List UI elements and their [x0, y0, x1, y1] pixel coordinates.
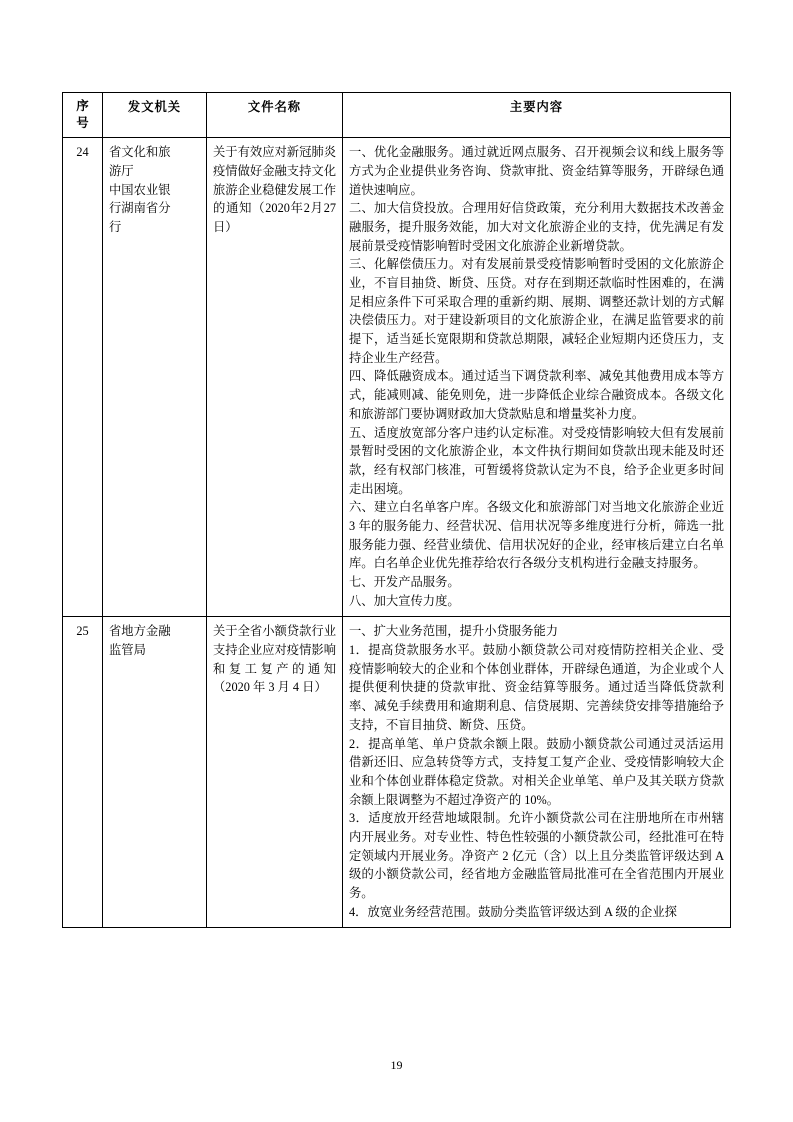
row-content: [343, 138, 731, 617]
document-body: [62, 92, 730, 928]
content-paragraph: 四、降低融资成本。通过适当下调贷款利率、减免其他费用成本等方式，能减则减、能免则免，进一步降低企业综合融资成本。各级文化和旅游部门要协调财政加大贷款贴息和增量奖补力度。: [349, 369, 724, 421]
row-org: [103, 138, 207, 617]
row-content: [343, 617, 731, 928]
column-header-org: 发文机关: [103, 93, 207, 138]
org-line: 行湖南省分: [109, 201, 171, 216]
row-seq: 24: [63, 138, 103, 617]
column-header-seq: 序 号: [63, 93, 103, 138]
table-header-row: [63, 93, 731, 138]
org-line: 中国农业银: [109, 182, 171, 197]
org-line: 省地方金融: [109, 624, 171, 639]
content-paragraph: 4．放宽业务经营范围。鼓励分类监管评级达到 A 级的企业探: [349, 904, 677, 919]
table-row: [63, 617, 731, 928]
content-paragraph: 一、扩大业务范围，提升小贷服务能力: [349, 624, 559, 639]
org-line: 行: [109, 219, 122, 234]
content-paragraph: 五、适度放宽部分客户违约认定标准。对受疫情影响较大但有发展前景暂时受困的文化旅游企业，本文件执行期间如贷款出现未能及时还款，经有权部门核准，可暂缓将贷款认定为不良，给予企业更多时间走出困境。: [349, 425, 724, 496]
table-row: [63, 138, 731, 617]
row-file-name: 关于全省小额贷款行业支持企业应对疫情影响和复工复产的通知（2020 年 3 月 4 日）: [207, 617, 343, 928]
column-header-content: 主要内容: [343, 93, 731, 138]
row-seq: 25: [63, 617, 103, 928]
content-paragraph: 一、优化金融服务。通过就近网点服务、召开视频会议和线上服务等方式为企业提供业务咨询、贷款审批、资金结算等服务，开辟绿色通道快速响应。: [349, 145, 724, 197]
column-header-file: 文件名称: [207, 93, 343, 138]
org-line: 省文化和旅: [109, 145, 171, 160]
content-paragraph: 1．提高贷款服务水平。鼓励小额贷款公司对疫情防控相关企业、受疫情影响较大的企业和个体创业群体，开辟绿色通道，为企业或个人提供便利快捷的贷款审批、资金结算等服务。通过适当降低贷款利率、减免手续费用和逾期利息、信贷展期、完善续贷安排等措施给予支持，不盲目抽贷、断贷、压贷。: [349, 643, 724, 732]
content-paragraph: 2．提高单笔、单户贷款余额上限。鼓励小额贷款公司通过灵活运用借新还旧、应急转贷等方式，支持复工复产企业、受疫情影响较大企业和个体创业群体稳定贷款。对相关企业单笔、单户及其关联方贷款余额上限调整为不超过净资产的 10%。: [349, 736, 724, 807]
page-number: 19: [390, 1058, 403, 1072]
content-paragraph: 八、加大宣传力度。: [349, 593, 460, 608]
org-line: 监管局: [109, 643, 146, 658]
row-file-name: 关于有效应对新冠肺炎疫情做好金融支持文化旅游企业稳健发展工作的通知（2020年2月27日）: [207, 138, 343, 617]
content-paragraph: 二、加大信贷投放。合理用好信贷政策，充分利用大数据技术改善金融服务，提升服务效能，加大对文化旅游企业的支持，优先满足有发展前景受疫情影响暂时受困文化旅游企业新增贷款。: [349, 201, 724, 253]
row-org: [103, 617, 207, 928]
content-paragraph: 七、开发产品服务。: [349, 575, 460, 589]
org-line: 游厅: [109, 163, 134, 178]
policy-table: [62, 92, 731, 928]
content-paragraph: 三、化解偿债压力。对有发展前景受疫情影响暂时受困的文化旅游企业，不盲目抽贷、断贷、压贷。对存在到期还款临时性困难的，在满足相应条件下可采取合理的重新约期、展期、调整还款计划的方式解决偿债压力。对于建设新项目的文化旅游企业，在满足监管要求的前提下，适当延长宽限期和贷款总期限，减轻企业短期内还贷压力，支持企业生产经营。: [349, 257, 724, 365]
content-paragraph: 3．适度放开经营地域限制。允许小额贷款公司在注册地所在市州辖内开展业务。对专业性、特色性较强的小额贷款公司，经批准可在特定领域内开展业务。净资产 2 亿元（含）以上且分类监管评级达到 A 级的小额贷款公司，经省地方金融监管局批准可在全省范围内开展业务。: [349, 811, 724, 900]
content-paragraph: 六、建立白名单客户库。各级文化和旅游部门对当地文化旅游企业近 3 年的服务能力、经营状况、信用状况等多维度进行分析，筛选一批服务能力强、经营业绩优、信用状况好的企业，经审核后建立白名单库。白名单企业优先推荐给农行各级分支机构进行金融支持服务。: [349, 500, 724, 571]
